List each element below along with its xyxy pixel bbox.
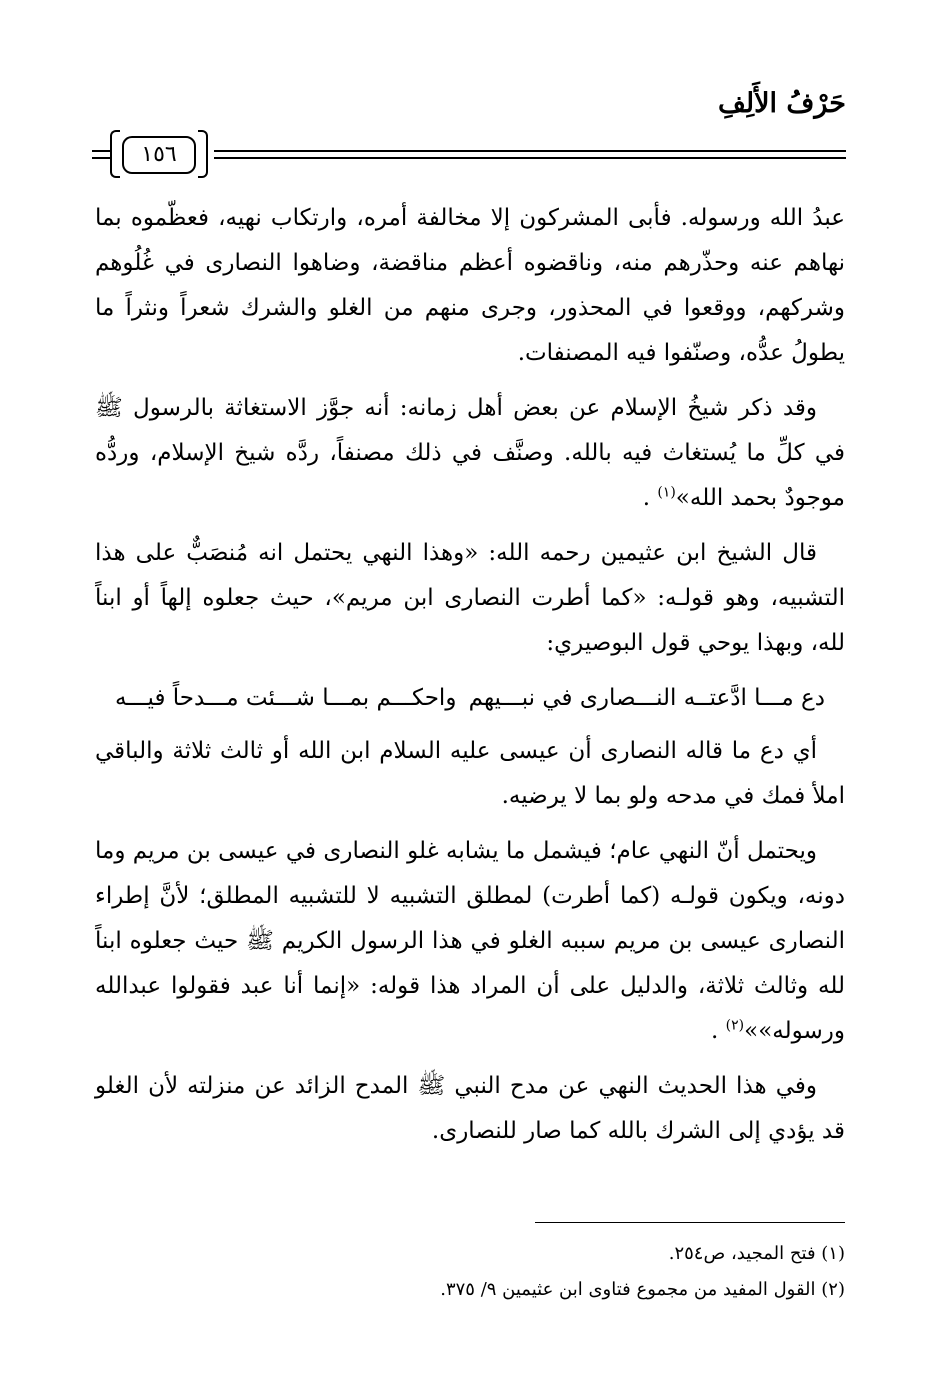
paragraph: قال الشيخ ابن عثيمين رحمه الله: «وهذا النهي يحتمل انه مُنصَبٌّ على هذا التشبيه، وهو قولـه: «كما أطرت النصارى ابن مريم»، حيث جعلوه إلهاً أو ابناً لله، وبهذا يوحي قول البوصيري: bbox=[95, 540, 845, 656]
header-rule-left-stub-bottom bbox=[92, 157, 112, 159]
footnote-ref: (١) bbox=[657, 484, 676, 501]
paragraph: أي دع ما قاله النصارى أن عيسى عليه السلام ابن الله أو ثالث ثلاثة والباقي املأ فمك في مدحه ولو بما لا يرضيه. bbox=[95, 738, 845, 809]
footnote: (١) فتح المجيد، ص٢٥٤. bbox=[668, 1243, 845, 1264]
paragraph: وفي هذا الحديث النهي عن مدح النبي ﷺ المدح الزائد عن منزلته لأن الغلو قد يؤدي إلى الشرك بالله كما صار للنصارى. bbox=[95, 1073, 845, 1144]
footnote-divider bbox=[535, 1222, 845, 1223]
page-number: ١٥٦ bbox=[122, 136, 196, 174]
page-number-bracket-left bbox=[110, 130, 120, 178]
header-rule-left-stub-top bbox=[92, 150, 112, 152]
page-number-bracket-right bbox=[198, 130, 208, 178]
poem-verse bbox=[115, 676, 825, 721]
main-text bbox=[95, 196, 845, 1164]
poem-hemistich-left: واحكـــم بمـــا شـــئت مـــدحاً فيـــه bbox=[115, 685, 457, 711]
paragraph-text: وقد ذكر شيخُ الإسلام عن بعض أهل زمانه: أنه جوَّز الاستغاثة بالرسول ﷺ في كلِّ ما يُستغاث فيه بالله. وصنَّف في ذلك مصنفاً، ردَّه شيخ الإسلام، وردُّه موجودٌ بحمد الله» bbox=[95, 395, 845, 511]
chapter-title: حَرْفُ الأَلِفِ bbox=[717, 88, 846, 119]
header-rule-bottom bbox=[214, 157, 846, 159]
poem-hemistich-right: دع مـــا ادَّعتــه النـــصارى في نبـــيهم bbox=[468, 685, 825, 711]
header-rule-top bbox=[214, 150, 846, 152]
paragraph-text: ويحتمل أنّ النهي عام؛ فيشمل ما يشابه غلو النصارى في عيسى بن مريم وما دونه، ويكون قولـه (كما أطرت) لمطلق التشبيه لا للتشبيه المطلق؛ لأنَّ إطراء النصارى عيسى بن مريم سببه الغلو في هذا الرسول الكريم ﷺ حيث جعلوه ابناً لله وثالث ثلاثة، والدليل على أن المراد هذا قوله: «إنما أنا عبد فقولوا عبدالله ورسوله»» bbox=[95, 838, 845, 1044]
footnote: (٢) القول المفيد من مجموع فتاوى ابن عثيمين ٩/ ٣٧٥. bbox=[440, 1279, 845, 1300]
paragraph: ويحتمل أنّ النهي عام؛ فيشمل ما يشابه غلو النصارى في عيسى بن مريم وما دونه، ويكون قولـه (كما أطرت) لمطلق التشبيه لا للتشبيه المطلق؛ لأنَّ إطراء النصارى عيسى بن مريم سببه الغلو في هذا الرسول الكريم ﷺ حيث جعلوه ابناً لله وثالث ثلاثة، والدليل على أن المراد هذا قوله: «إنما أنا عبد فقولوا عبدالله ورسوله»»$^{(٢)}$ . bbox=[95, 838, 845, 1044]
footnotes bbox=[95, 1236, 845, 1308]
footnote-ref: (٢) bbox=[725, 1017, 745, 1034]
paragraph: عبدُ الله ورسوله. فأبى المشركون إلا مخالفة أمره، وارتكاب نهيه، فعظّموه بما نهاهم عنه وحذّرهم منه، وناقضوه أعظم مناقضة، وضاهوا النصارى في غُلُوهم وشركهم، ووقعوا في المحذور، وجرى منهم من الغلو والشرك شعراً ونثراً ما يطولُ عدُّه، وصنّفوا فيه المصنفات. bbox=[95, 205, 845, 366]
paragraph: وقد ذكر شيخُ الإسلام عن بعض أهل زمانه: أنه جوَّز الاستغاثة بالرسول ﷺ في كلِّ ما يُستغاث فيه بالله. وصنَّف في ذلك مصنفاً، ردَّه شيخ الإسلام، وردُّه موجودٌ بحمد الله»$^{(١)}$ . bbox=[95, 395, 845, 511]
page-header bbox=[92, 88, 846, 188]
